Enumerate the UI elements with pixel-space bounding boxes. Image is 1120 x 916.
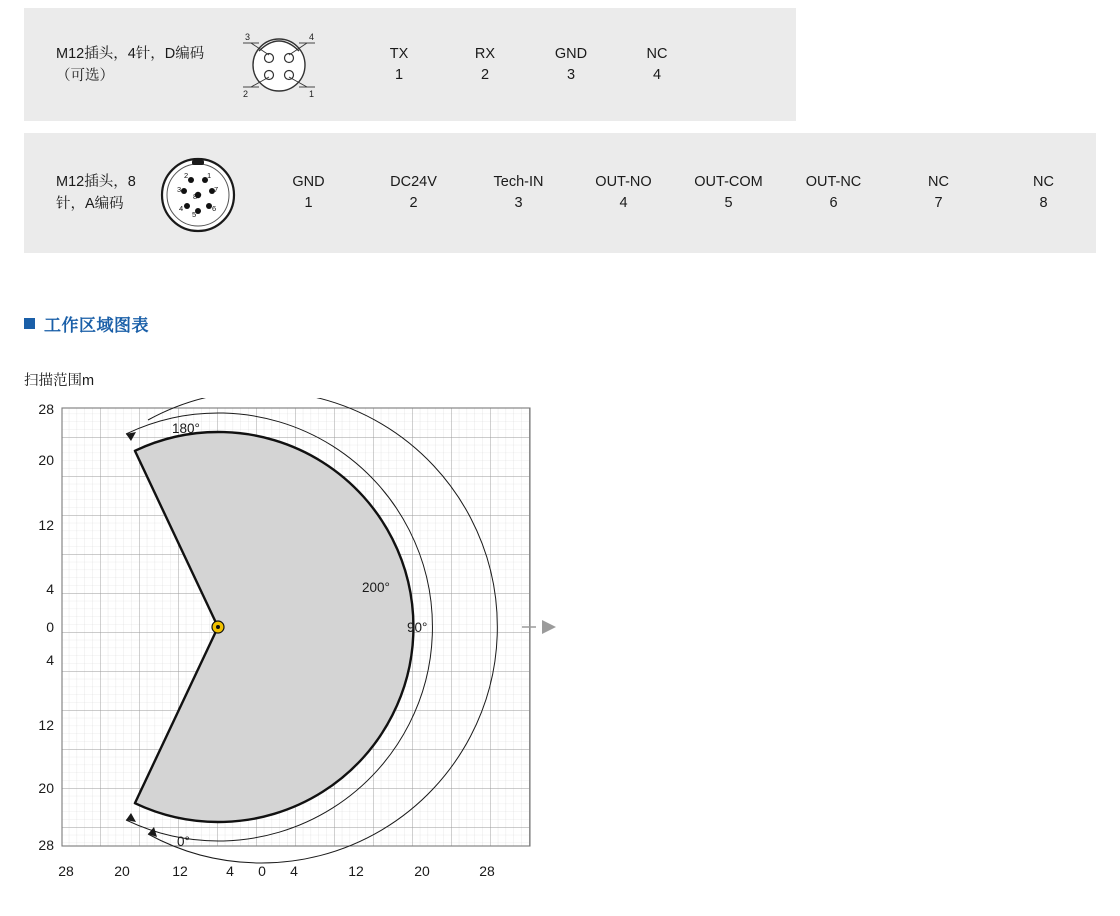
x-tick: 12 [172, 863, 188, 879]
connector-label [24, 171, 148, 215]
connector-label-line2: （可选） [56, 67, 114, 84]
svg-text:3: 3 [177, 185, 182, 194]
y-tick: 4 [46, 652, 54, 668]
annotation-90: 90° [407, 620, 428, 635]
pin-name: OUT-NC [805, 174, 862, 190]
pin-name: NC [646, 45, 668, 62]
pin-number: 1 [304, 195, 313, 211]
chart-x-ticks [58, 863, 495, 879]
pin-name: DC24V [390, 174, 437, 190]
m12-8pin-a-coded-icon [148, 147, 248, 239]
connector-row [24, 133, 1096, 253]
svg-text:2: 2 [184, 171, 189, 180]
pin-item [442, 44, 528, 86]
y-tick: 4 [46, 581, 54, 597]
pin-number: 5 [724, 195, 733, 211]
x-tick: 12 [348, 863, 364, 879]
pin-item [466, 172, 571, 214]
symbol-pin-3: 3 [245, 31, 251, 42]
symbol-pin-2: 2 [243, 88, 249, 99]
pin-item [361, 172, 466, 214]
svg-text:4: 4 [179, 204, 184, 213]
y-tick: 20 [38, 452, 54, 468]
pin-number: 8 [1039, 195, 1048, 211]
y-tick: 12 [38, 717, 54, 733]
m12-4pin-d-coded-icon [224, 25, 334, 105]
svg-text:1: 1 [207, 171, 212, 180]
svg-text:8: 8 [193, 192, 198, 201]
pin-name: TX [389, 45, 409, 62]
pin-list [256, 172, 1096, 214]
svg-text:6: 6 [212, 204, 217, 213]
symbol-pin-1: 1 [309, 88, 315, 99]
pin-number: 2 [409, 195, 418, 211]
y-tick: 20 [38, 780, 54, 796]
pin-number: 7 [934, 195, 943, 211]
pin-number: 4 [652, 66, 662, 83]
annotation-0: 0° [177, 834, 190, 849]
pin-number: 1 [394, 66, 404, 83]
connector-row [24, 8, 796, 121]
page-title [24, 311, 149, 336]
working-area-chart [22, 398, 582, 898]
pin-item [614, 44, 700, 86]
x-tick: 20 [114, 863, 130, 879]
y-tick: 28 [38, 401, 54, 417]
symbol-pin-4: 4 [309, 31, 315, 42]
connector-label [24, 43, 224, 87]
pin-name: Tech-IN [493, 174, 544, 190]
pin-number: 3 [514, 195, 523, 211]
pin-list [356, 44, 700, 86]
pin-item [571, 172, 676, 214]
pin-item [886, 172, 991, 214]
pin-item [991, 172, 1096, 214]
origin-marker [212, 621, 224, 633]
pin-name: OUT-COM [694, 174, 763, 190]
pin-name: GND [554, 45, 588, 62]
section-heading-label: 工作区域图表 [44, 316, 149, 335]
pin-item [528, 44, 614, 86]
chart-y-ticks [38, 401, 54, 853]
y-tick: 12 [38, 517, 54, 533]
bullet-square-icon [24, 318, 35, 329]
pin-name: GND [292, 174, 325, 190]
annotation-200: 200° [362, 580, 390, 595]
pin-number: 3 [566, 66, 576, 83]
pin-name: OUT-NO [595, 174, 652, 190]
svg-text:7: 7 [214, 185, 219, 194]
y-tick: 0 [46, 619, 54, 635]
pin-item [781, 172, 886, 214]
x-tick: 20 [414, 863, 430, 879]
chart-y-axis-caption: 扫描范围m [24, 373, 95, 389]
pin-number: 6 [829, 195, 838, 211]
svg-text:5: 5 [192, 210, 197, 219]
pin-name: RX [474, 45, 496, 62]
pin-name: NC [1033, 174, 1054, 190]
x-tick: 4 [226, 863, 234, 879]
pin-item [356, 44, 442, 86]
pin-number: 4 [619, 195, 628, 211]
annotation-180: 180° [172, 421, 200, 436]
pin-name: NC [928, 174, 949, 190]
x-tick: 28 [479, 863, 495, 879]
pin-item [256, 172, 361, 214]
x-tick: 0 [258, 863, 266, 879]
pin-item [676, 172, 781, 214]
y-tick: 28 [38, 837, 54, 853]
connector-label-line1: M12插头，8针，A编码 [56, 174, 136, 212]
connector-label-line1: M12插头，4针，D编码 [56, 45, 205, 62]
pin-number: 2 [480, 66, 490, 83]
x-tick: 4 [290, 863, 298, 879]
x-tick: 28 [58, 863, 74, 879]
